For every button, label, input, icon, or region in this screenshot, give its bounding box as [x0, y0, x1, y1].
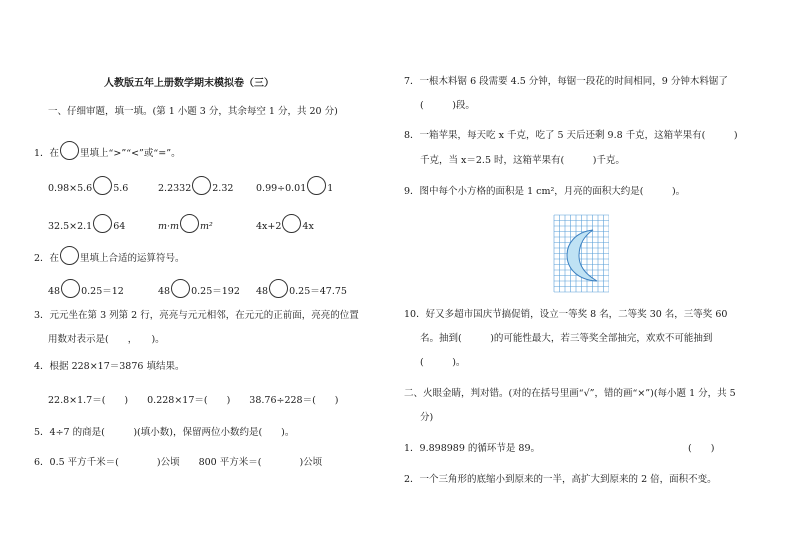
question-8-line-1: 8．一箱苹果，每天吃 x 千克，吃了 5 天后还剩 9.8 千克，这箱苹果有( ) — [404, 130, 738, 141]
q1-row-1-item-1 — [48, 176, 128, 195]
q1-row-2-item-2 — [158, 214, 213, 233]
question-7-line-2: ( )段。 — [420, 100, 475, 111]
q1-expr: 2.32 — [212, 183, 234, 194]
q1-row-1-item-2 — [158, 176, 233, 195]
answer-circle[interactable] — [192, 176, 211, 195]
q1-expr: m·m — [158, 221, 180, 232]
q1-expr: 4x — [302, 221, 314, 232]
q2-prefix: 2．在 — [34, 253, 60, 264]
answer-circle[interactable] — [60, 246, 79, 265]
q1-expr: 0.99÷0.01 — [256, 183, 307, 194]
question-1 — [34, 141, 181, 160]
q2-expr: 0.25＝192 — [191, 286, 240, 297]
answer-circle[interactable] — [171, 279, 190, 298]
q1-row-2-item-1 — [48, 214, 125, 233]
q1-expr: 0.98×5.6 — [48, 183, 93, 194]
moon-grid-figure — [553, 214, 609, 300]
answer-circle[interactable] — [93, 214, 112, 233]
q2-expr: 0.25＝12 — [81, 286, 124, 297]
answer-circle[interactable] — [60, 141, 79, 160]
question-10-line-2: 名。抽到( )的可能性最大，若三等奖全部抽完，欢欢不可能抽到 — [420, 333, 713, 344]
q2-instruction: 里填上合适的运算符号。 — [80, 253, 185, 264]
judge-answer-paren[interactable]: ( ) — [688, 443, 715, 454]
judge-question-2: 2．一个三角形的底缩小到原来的一半，高扩大到原来的 2 倍，面积不变。 — [404, 474, 717, 485]
question-3-line-1: 3．元元坐在第 3 列第 2 行，亮亮与元元相邻，在元元的正前面，亮亮的位置 — [34, 310, 359, 321]
answer-circle[interactable] — [307, 176, 326, 195]
question-10-line-1: 10．好又多超市国庆节搞促销，设立一等奖 8 名，二等奖 30 名，三等奖 60 — [404, 309, 728, 320]
q1-expr: 1 — [327, 183, 334, 194]
question-4-line-2: 22.8×1.7＝( ) 0.228×17＝( ) 38.76÷228＝( ) — [48, 395, 339, 406]
question-8-line-2: 千克，当 x＝2.5 时，这箱苹果有( )千克。 — [420, 155, 625, 166]
answer-circle[interactable] — [282, 214, 301, 233]
q2-expr: 48 — [48, 286, 61, 297]
q2-item-1 — [48, 279, 124, 298]
q2-expr: 0.25＝47.75 — [289, 286, 347, 297]
q1-expr: 2.2332 — [158, 183, 192, 194]
judge-question-1: 1．9.898989 的循环节是 89。 — [404, 443, 541, 454]
section-2-heading-line-2: 分) — [420, 412, 434, 423]
q1-expr: m² — [200, 221, 213, 232]
q1-instruction: 里填上“>”“<”或“=”。 — [80, 148, 181, 159]
q2-expr: 48 — [256, 286, 269, 297]
answer-circle[interactable] — [269, 279, 288, 298]
question-10-line-3: ( )。 — [420, 357, 466, 368]
question-2 — [34, 246, 185, 265]
answer-circle[interactable] — [93, 176, 112, 195]
moon-grid-svg — [553, 214, 609, 296]
question-3-line-2: 用数对表示是( ， )。 — [48, 334, 165, 345]
q1-expr: 4x+2 — [256, 221, 282, 232]
page-title: 人教版五年上册数学期末模拟卷（三） — [104, 78, 274, 89]
question-4-line-1: 4．根据 228×17＝3876 填结果。 — [34, 361, 185, 372]
q1-expr: 32.5×2.1 — [48, 221, 93, 232]
answer-circle[interactable] — [61, 279, 80, 298]
q1-row-2-item-3 — [256, 214, 314, 233]
question-7-line-1: 7．一根木料锯 6 段需要 4.5 分钟，每锯一段花的时间相同，9 分钟木料锯了 — [404, 76, 728, 87]
grid-lines — [554, 215, 609, 292]
answer-circle[interactable] — [180, 214, 199, 233]
question-9: 9．图中每个小方格的面积是 1 cm²，月亮的面积大约是( )。 — [404, 186, 686, 197]
q1-row-1-item-3 — [256, 176, 333, 195]
q1-expr: 5.6 — [113, 183, 129, 194]
q2-expr: 48 — [158, 286, 171, 297]
section-1-heading: 一、仔细审题，填一填。(第 1 小题 3 分，其余每空 1 分，共 20 分) — [48, 106, 338, 117]
section-2-heading-line-1: 二、火眼金睛，判对错。(对的在括号里画“√”，错的画“×”)(每小题 1 分，共 5 — [404, 388, 736, 399]
question-6: 6．0.5 平方千米＝( )公顷 800 平方米＝( )公顷 — [34, 457, 323, 468]
q1-expr: 64 — [113, 221, 126, 232]
question-5: 5．4÷7 的商是( )(填小数)，保留两位小数约是( )。 — [34, 427, 295, 438]
q2-item-2 — [158, 279, 240, 298]
q1-prefix: 1．在 — [34, 148, 60, 159]
q2-item-3 — [256, 279, 347, 298]
